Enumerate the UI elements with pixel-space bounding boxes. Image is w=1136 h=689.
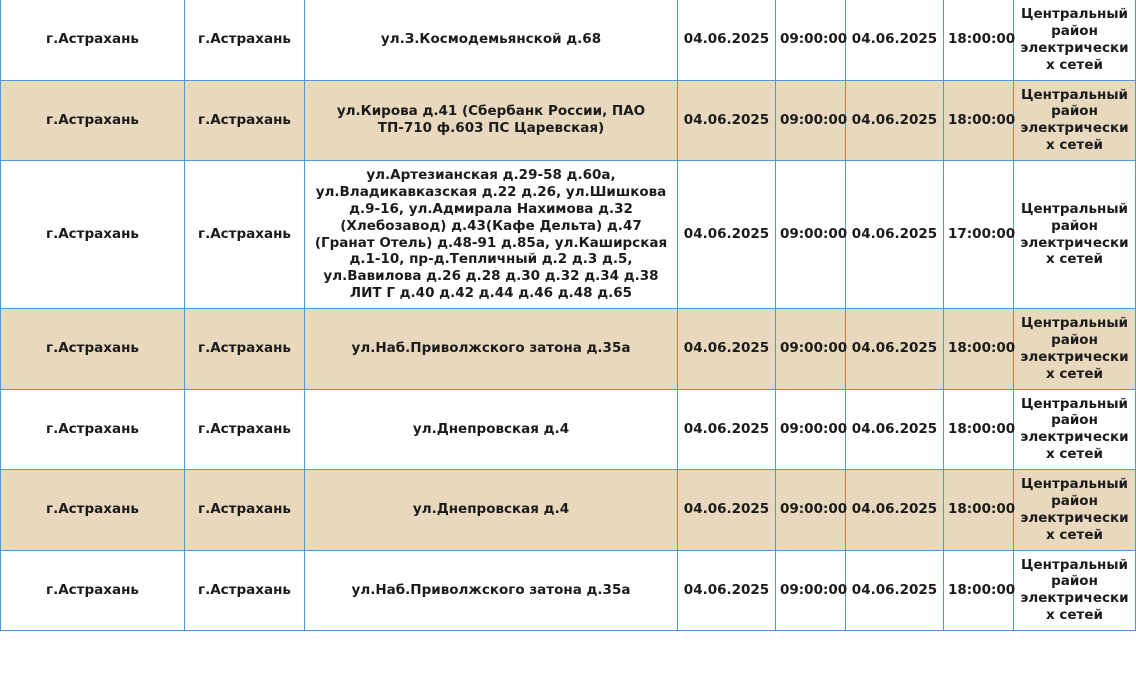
cell-locality: г.Астрахань [185, 80, 305, 161]
cell-time-to: 18:00:00 [944, 0, 1014, 80]
cell-address: ул.Днепровская д.4 [305, 389, 678, 470]
cell-date-from: 04.06.2025 [678, 161, 776, 309]
cell-date-from: 04.06.2025 [678, 80, 776, 161]
table-row [1, 470, 1136, 551]
cell-region: Центральный район электрических сетей [1014, 550, 1136, 631]
cell-date-to: 04.06.2025 [846, 470, 944, 551]
cell-address: ул.З.Космодемьянской д.68 [305, 0, 678, 80]
cell-date-to: 04.06.2025 [846, 389, 944, 470]
cell-time-from: 09:00:00 [776, 161, 846, 309]
cell-time-from: 09:00:00 [776, 389, 846, 470]
cell-region: Центральный район электрических сетей [1014, 470, 1136, 551]
table-row [1, 0, 1136, 80]
cell-time-from: 09:00:00 [776, 309, 846, 390]
cell-date-from: 04.06.2025 [678, 470, 776, 551]
cell-city: г.Астрахань [1, 389, 185, 470]
cell-time-to: 18:00:00 [944, 389, 1014, 470]
table-row [1, 161, 1136, 309]
cell-date-to: 04.06.2025 [846, 80, 944, 161]
cell-date-to: 04.06.2025 [846, 309, 944, 390]
cell-city: г.Астрахань [1, 80, 185, 161]
cell-time-to: 18:00:00 [944, 80, 1014, 161]
cell-date-from: 04.06.2025 [678, 550, 776, 631]
cell-city: г.Астрахань [1, 0, 185, 80]
cell-address: ул.Кирова д.41 (Сбербанк России, ПАО ТП-710 ф.603 ПС Царевская) [305, 80, 678, 161]
cell-time-from: 09:00:00 [776, 470, 846, 551]
cell-locality: г.Астрахань [185, 550, 305, 631]
cell-city: г.Астрахань [1, 161, 185, 309]
cell-region: Центральный район электрических сетей [1014, 309, 1136, 390]
cell-date-to: 04.06.2025 [846, 550, 944, 631]
cell-time-to: 18:00:00 [944, 309, 1014, 390]
cell-address: ул.Артезианская д.29-58 д.60а, ул.Владикавказская д.22 д.26, ул.Шишкова д.9-16, ул.Адмирала Нахимова д.32 (Хлебозавод) д.43(Кафе Дельта) д.47 (Гранат Отель) д.48-91 д.85а, ул.Каширская д.1-10, пр-д.Тепличный д.2 д.3 д.5, ул.Вавилова д.26 д.28 д.30 д.32 д.34 д.38 ЛИТ Г д.40 д.42 д.44 д.46 д.48 д.65 [305, 161, 678, 309]
cell-region: Центральный район электрических сетей [1014, 389, 1136, 470]
cell-time-from: 09:00:00 [776, 80, 846, 161]
cell-date-to: 04.06.2025 [846, 161, 944, 309]
table-body [1, 0, 1136, 631]
cell-locality: г.Астрахань [185, 389, 305, 470]
table-row [1, 389, 1136, 470]
table-row [1, 309, 1136, 390]
cell-region: Центральный район электрических сетей [1014, 161, 1136, 309]
cell-city: г.Астрахань [1, 470, 185, 551]
cell-time-to: 18:00:00 [944, 550, 1014, 631]
cell-locality: г.Астрахань [185, 161, 305, 309]
cell-region: Центральный район электрических сетей [1014, 80, 1136, 161]
cell-time-to: 17:00:00 [944, 161, 1014, 309]
cell-locality: г.Астрахань [185, 470, 305, 551]
cell-locality: г.Астрахань [185, 309, 305, 390]
cell-date-from: 04.06.2025 [678, 389, 776, 470]
table-row [1, 550, 1136, 631]
cell-region: Центральный район электрических сетей [1014, 0, 1136, 80]
cell-city: г.Астрахань [1, 309, 185, 390]
cell-address: ул.Днепровская д.4 [305, 470, 678, 551]
table-row [1, 80, 1136, 161]
cell-time-from: 09:00:00 [776, 550, 846, 631]
cell-date-to: 04.06.2025 [846, 0, 944, 80]
cell-time-to: 18:00:00 [944, 470, 1014, 551]
cell-address: ул.Наб.Приволжского затона д.35а [305, 309, 678, 390]
cell-date-from: 04.06.2025 [678, 309, 776, 390]
cell-city: г.Астрахань [1, 550, 185, 631]
cell-date-from: 04.06.2025 [678, 0, 776, 80]
cell-address: ул.Наб.Приволжского затона д.35а [305, 550, 678, 631]
cell-locality: г.Астрахань [185, 0, 305, 80]
cell-time-from: 09:00:00 [776, 0, 846, 80]
